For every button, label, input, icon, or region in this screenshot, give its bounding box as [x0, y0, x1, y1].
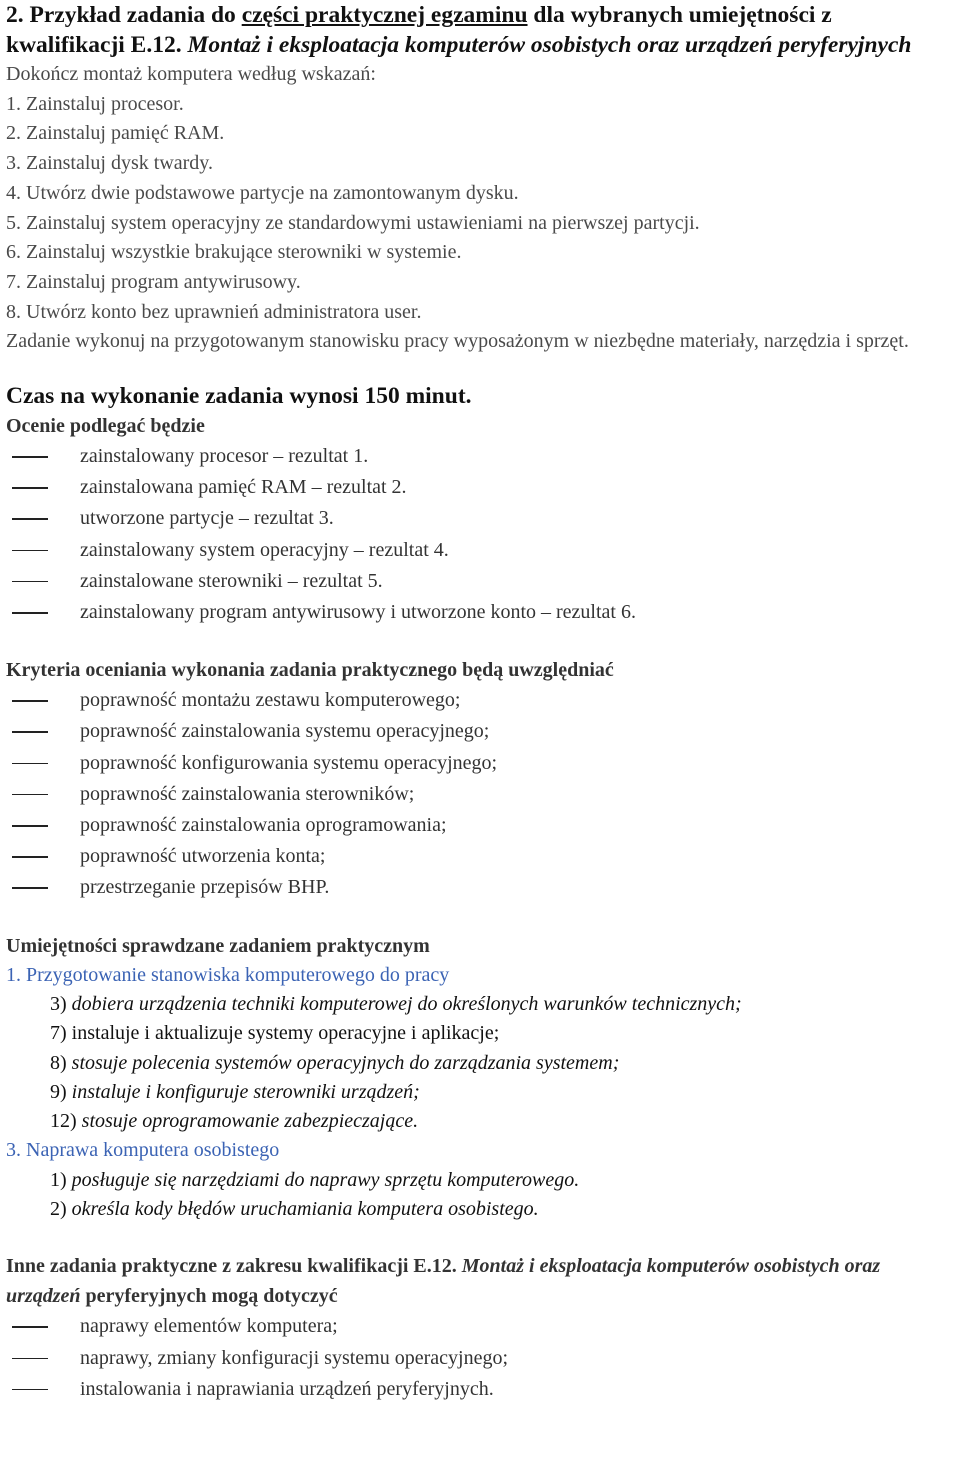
step-item: 4. Utwórz dwie podstawowe partycje na zamontowanym dysku. [6, 181, 519, 204]
step-item: 7. Zainstaluj program antywirusowy. [6, 270, 301, 293]
criteria-item: poprawność zainstalowania oprogramowania; [6, 810, 954, 841]
skill-item [6, 1019, 954, 1048]
skill-text: instaluje i konfiguruje sterowniki urządzeń; [71, 1080, 420, 1103]
time-note: Czas na wykonanie zadania wynosi 150 minut. [6, 383, 472, 410]
skills-group-1: 1. Przygotowanie stanowiska komputerowego do pracy [6, 963, 450, 986]
other-title-italic: Montaż i eksploatacja komputerów osobistych oraz urządzeń [6, 1255, 881, 1308]
other-task-item: naprawy elementów komputera; [6, 1311, 954, 1342]
skill-text: określa kody błędów uruchamiania komputera osobistego. [71, 1198, 539, 1221]
grading-list [6, 441, 954, 628]
grading-title: Ocenie podlegać będzie [6, 415, 205, 438]
criteria-list [6, 685, 954, 903]
skill-item [6, 1107, 954, 1136]
skill-num: 7) [50, 1022, 72, 1045]
other-title-part3: peryferyjnych mogą dotyczyć [80, 1285, 338, 1308]
skill-item [6, 990, 954, 1019]
heading-part3: dla wybranych umiejętności z kwalifikacji E.12. [6, 2, 832, 58]
step-item: 8. Utwórz konto bez uprawnień administratora user. [6, 300, 422, 323]
heading-italic: Montaż i eksploatacja komputerów osobistych oraz urządzeń peryferyjnych [187, 32, 912, 58]
skill-text: dobiera urządzenia techniki komputerowej do określonych warunków technicznych; [71, 992, 742, 1015]
skill-item [6, 1195, 954, 1224]
skill-item [6, 1078, 954, 1107]
skill-text: stosuje oprogramowanie zabezpieczające. [81, 1110, 419, 1133]
other-tasks-title [6, 1251, 954, 1311]
skill-num: 2) [50, 1198, 72, 1221]
other-tasks-list [6, 1311, 954, 1405]
grading-item: utworzone partycje – rezultat 3. [6, 503, 954, 534]
step-item: 3. Zainstaluj dysk twardy. [6, 152, 214, 175]
grading-item: zainstalowany system operacyjny – rezultat 4. [6, 535, 954, 566]
intro: Dokończ montaż komputera według wskazań: [6, 63, 376, 85]
skill-num: 9) [50, 1080, 72, 1103]
criteria-item: poprawność zainstalowania sterowników; [6, 779, 954, 810]
grading-item: zainstalowana pamięć RAM – rezultat 2. [6, 472, 954, 503]
skill-num: 1) [50, 1168, 72, 1191]
task-note: Zadanie wykonuj na przygotowanym stanowisku pracy wyposażonym w niezbędne materiały, narzędzia i sprzęt. [6, 330, 909, 353]
skills-group-2: 3. Naprawa komputera osobistego [6, 1139, 280, 1162]
step-item: 6. Zainstaluj wszystkie brakujące sterowniki w systemie. [6, 241, 462, 264]
criteria-item: przestrzeganie przepisów BHP. [6, 872, 954, 903]
step-item: 5. Zainstaluj system operacyjny ze standardowymi ustawieniami na pierwszej partycji. [6, 211, 700, 234]
criteria-item: poprawność montażu zestawu komputerowego; [6, 685, 954, 716]
other-task-item: instalowania i naprawiania urządzeń peryferyjnych. [6, 1374, 954, 1405]
step-item: 2. Zainstaluj pamięć RAM. [6, 122, 225, 145]
steps-list [6, 90, 954, 328]
skill-num: 12) [50, 1110, 82, 1133]
step-item: 1. Zainstaluj procesor. [6, 92, 184, 115]
skill-text: posługuje się narzędziami do naprawy sprzętu komputerowego. [71, 1168, 580, 1191]
section-heading [6, 0, 954, 60]
skills-title: Umiejętności sprawdzane zadaniem praktycznym [6, 934, 430, 957]
skill-item [6, 1049, 954, 1078]
criteria-item: poprawność utworzenia konta; [6, 841, 954, 872]
other-title-part1: Inne zadania praktyczne z zakresu kwalifikacji E.12. [6, 1255, 462, 1278]
criteria-item: poprawność konfigurowania systemu operacyjnego; [6, 748, 954, 779]
heading-underlined: części praktycznej egzaminu [241, 2, 528, 28]
grading-item: zainstalowany procesor – rezultat 1. [6, 441, 954, 472]
skill-text: stosuje polecenia systemów operacyjnych do zarządzania systemem; [71, 1051, 620, 1074]
criteria-title: Kryteria oceniania wykonania zadania praktycznego będą uwzględniać [6, 659, 614, 682]
grading-item: zainstalowane sterowniki – rezultat 5. [6, 566, 954, 597]
criteria-item: poprawność zainstalowania systemu operacyjnego; [6, 716, 954, 747]
skill-num: 8) [50, 1051, 72, 1074]
heading-part1: 2. Przykład zadania do [6, 2, 242, 28]
skill-num: 3) [50, 992, 72, 1015]
skill-text: instaluje i aktualizuje systemy operacyjne i aplikacje; [71, 1022, 500, 1045]
skill-item [6, 1166, 954, 1195]
grading-item: zainstalowany program antywirusowy i utworzone konto – rezultat 6. [6, 597, 954, 628]
other-task-item: naprawy, zmiany konfiguracji systemu operacyjnego; [6, 1343, 954, 1374]
